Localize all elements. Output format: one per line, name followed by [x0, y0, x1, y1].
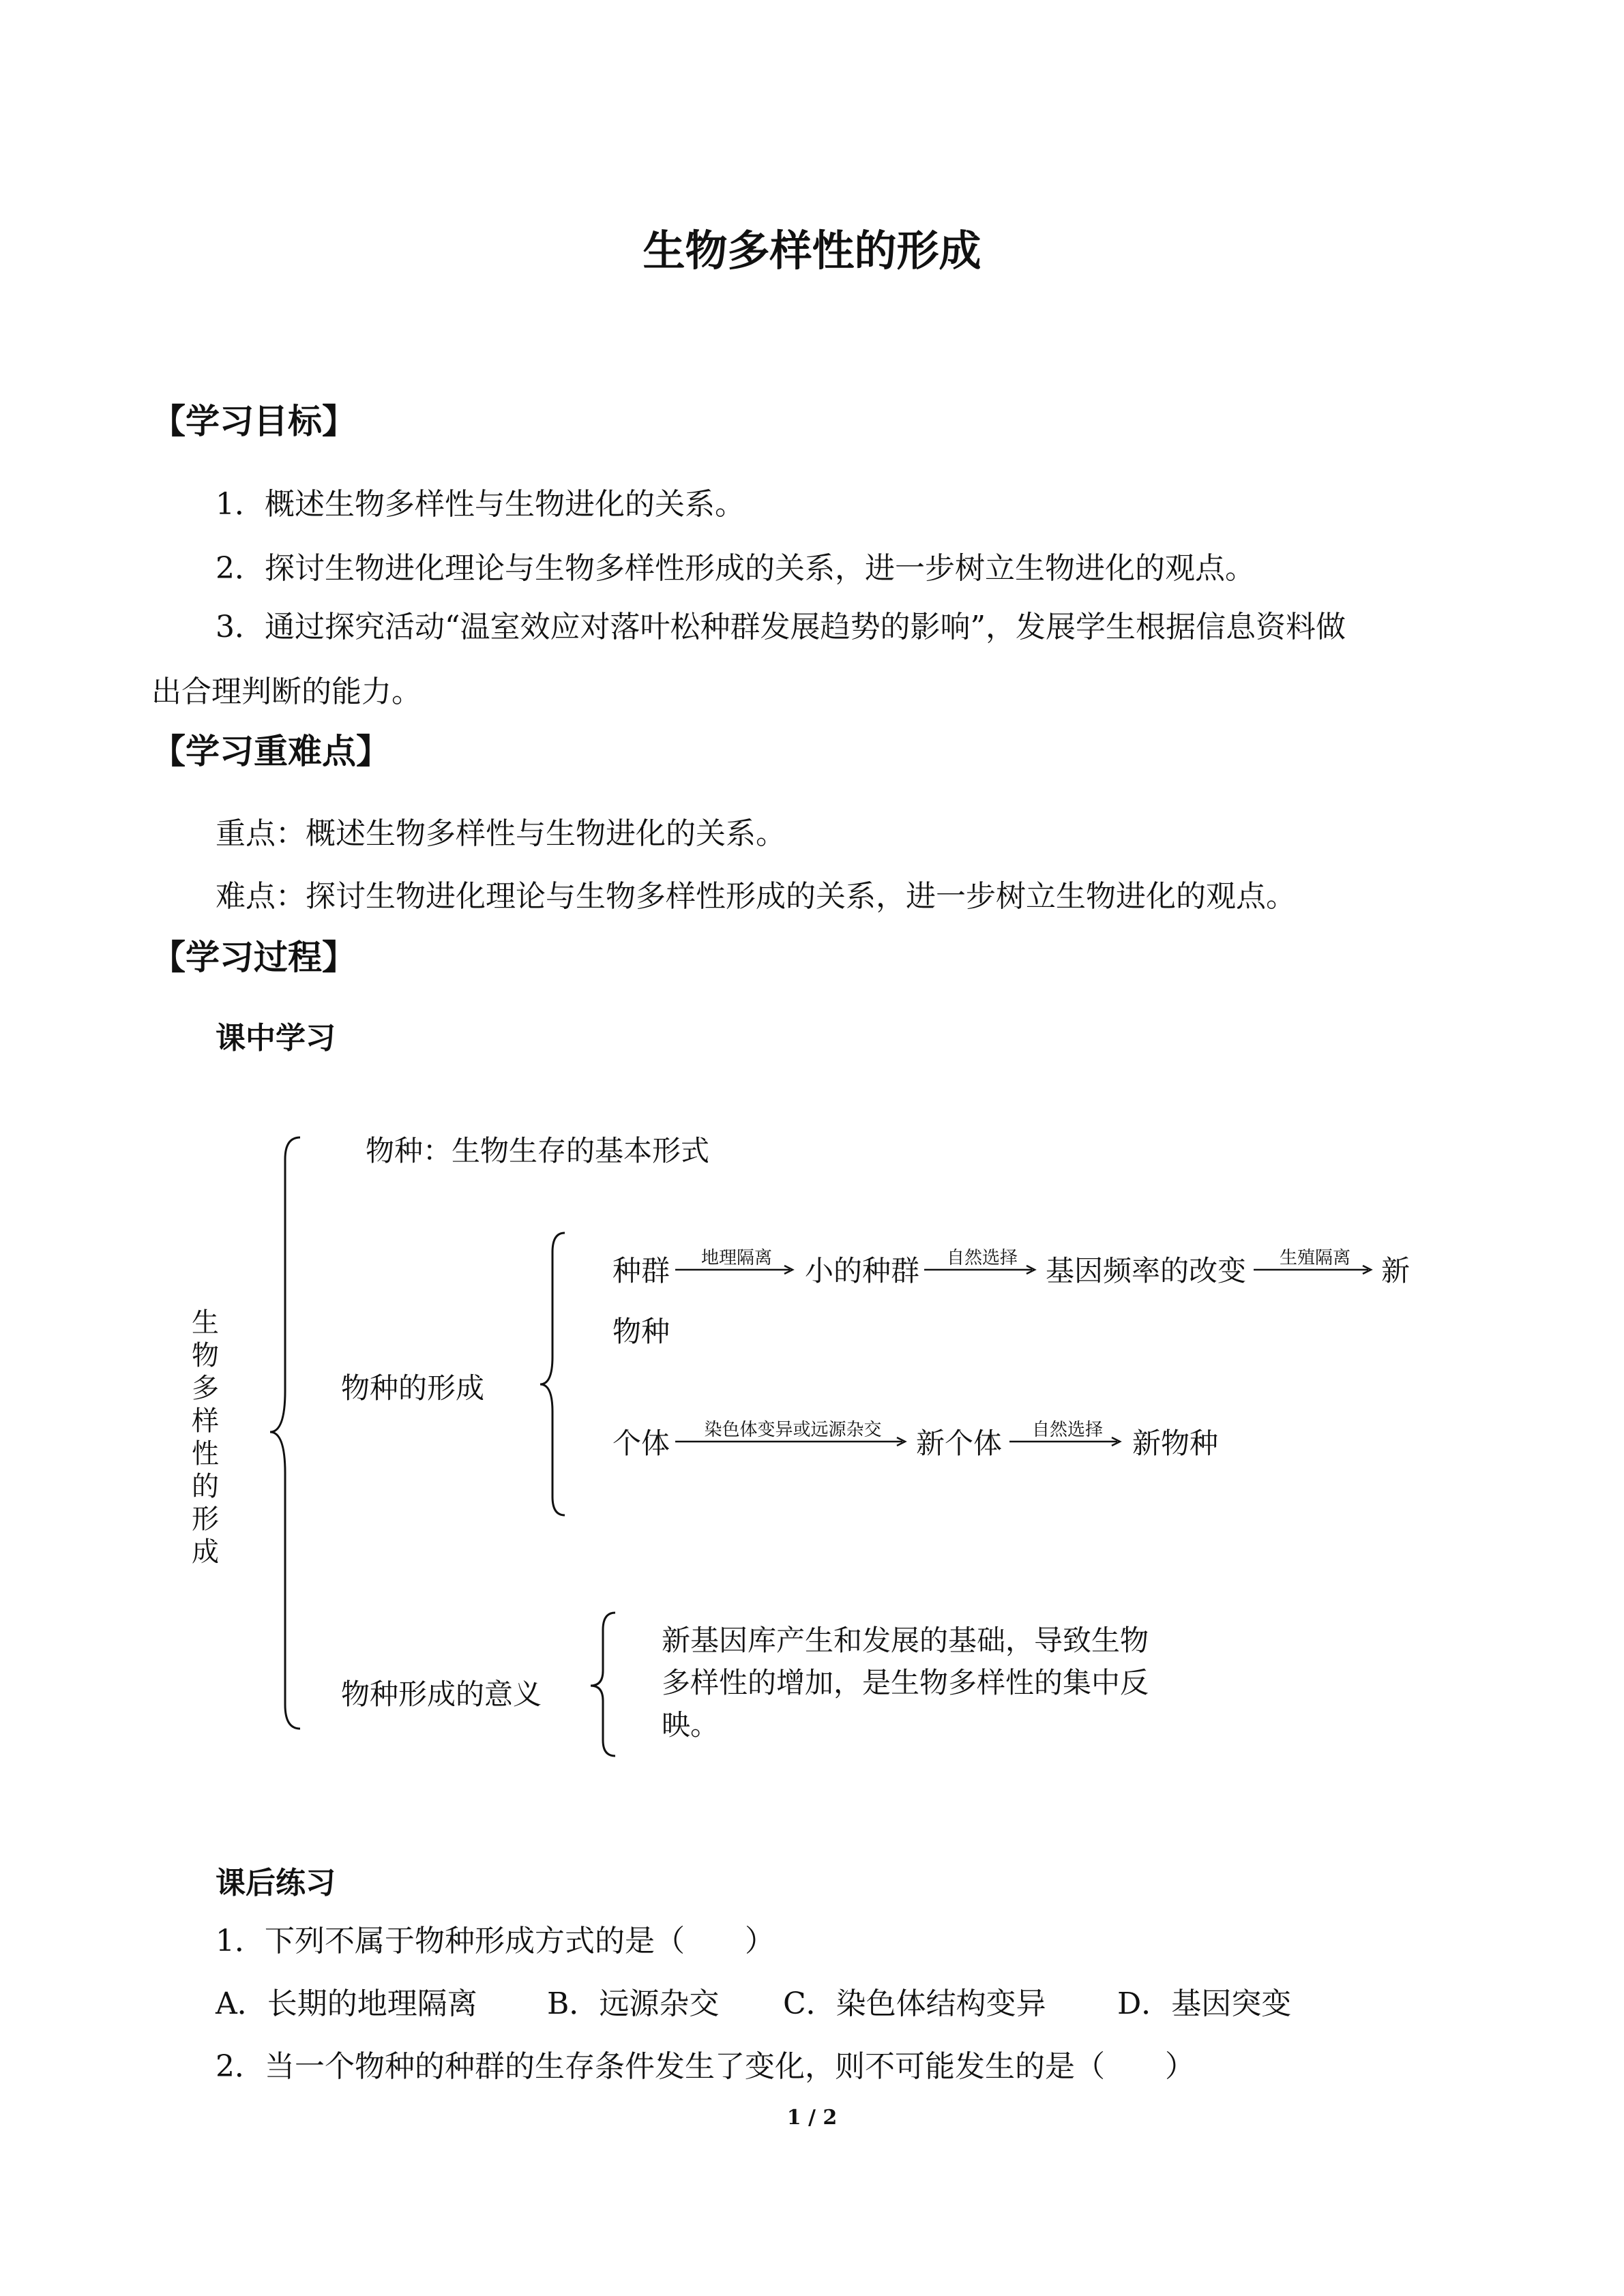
page-title: 生物多样性的形成	[643, 226, 981, 275]
key-point: 重点：概述生物多样性与生物进化的关系。	[216, 816, 786, 851]
page-number: 1 / 2	[786, 2106, 838, 2130]
formation-brace	[540, 1233, 565, 1515]
arrow-label: 生殖隔离	[1279, 1248, 1350, 1268]
path1-node-gene-frequency: 基因频率的改变	[1046, 1254, 1247, 1287]
goal-item-3: 3．通过探究活动“温室效应对落叶松种群发展趋势的影响”，发展学生根据信息资料做	[216, 610, 1346, 644]
species-definition: 物种：生物生存的基本形式	[366, 1134, 710, 1167]
big-brace	[270, 1137, 300, 1729]
path2-arrow-selection	[1009, 1420, 1125, 1447]
diagram-root: 生物多样性的形成	[192, 1307, 219, 1568]
arrow-label: 自然选择	[1031, 1420, 1103, 1440]
path1-node-new: 新	[1381, 1254, 1411, 1287]
question-2: 2．当一个物种的种群的生存条件发生了变化，则不可能发生的是（ ）	[216, 2049, 1195, 2084]
meaning-label: 物种形成的意义	[341, 1678, 542, 1711]
heading-key-points: 【学习重难点】	[151, 732, 390, 771]
path1-node-species: 物种	[612, 1315, 670, 1348]
difficult-point: 难点：探讨生物进化理论与生物多样性形成的关系，进一步树立生物进化的观点。	[216, 879, 1296, 914]
path1-arrow-geographic	[675, 1248, 798, 1275]
heading-process: 【学习过程】	[151, 938, 356, 977]
question-1: 1．下列不属于物种形成方式的是（ ）	[216, 1924, 775, 1958]
path1-arrow-reproductive	[1254, 1248, 1376, 1275]
q1-option-a: A．长期的地理隔离	[216, 1986, 477, 2021]
meaning-brace	[591, 1613, 615, 1756]
arrow-label: 染色体变异或远源杂交	[704, 1420, 882, 1440]
path1-node-population: 种群	[612, 1254, 670, 1287]
q1-option-b: B．远源杂交	[547, 1986, 720, 2021]
goal-item-3-cont: 出合理判断的能力。	[151, 674, 422, 709]
goal-item-2: 2．探讨生物进化理论与生物多样性形成的关系，进一步树立生物进化的观点。	[216, 551, 1255, 586]
path2-node-new-species: 新物种	[1132, 1427, 1219, 1460]
path2-node-new-individual: 新个体	[916, 1427, 1003, 1460]
meaning-text: 新基因库产生和发展的基础，导致生物多样性的增加，是生物多样性的集中反映。	[662, 1624, 1149, 1742]
path1-arrow-selection	[924, 1248, 1040, 1275]
heading-goals: 【学习目标】	[151, 402, 356, 441]
sub-heading-exercises: 课后练习	[216, 1866, 336, 1900]
goal-item-1: 1．概述生物多样性与生物进化的关系。	[216, 487, 745, 522]
sub-heading-in-class: 课中学习	[216, 1021, 336, 1056]
arrow-label: 自然选择	[946, 1248, 1018, 1268]
path2-arrow-chromosome	[675, 1420, 911, 1447]
path2-node-individual: 个体	[612, 1427, 670, 1460]
q1-option-d: D．基因突变	[1117, 1986, 1292, 2021]
formation-label: 物种的形成	[341, 1371, 485, 1405]
arrow-label: 地理隔离	[700, 1248, 772, 1268]
path1-node-small-population: 小的种群	[805, 1254, 920, 1287]
q1-option-c: C．染色体结构变异	[783, 1986, 1046, 2021]
